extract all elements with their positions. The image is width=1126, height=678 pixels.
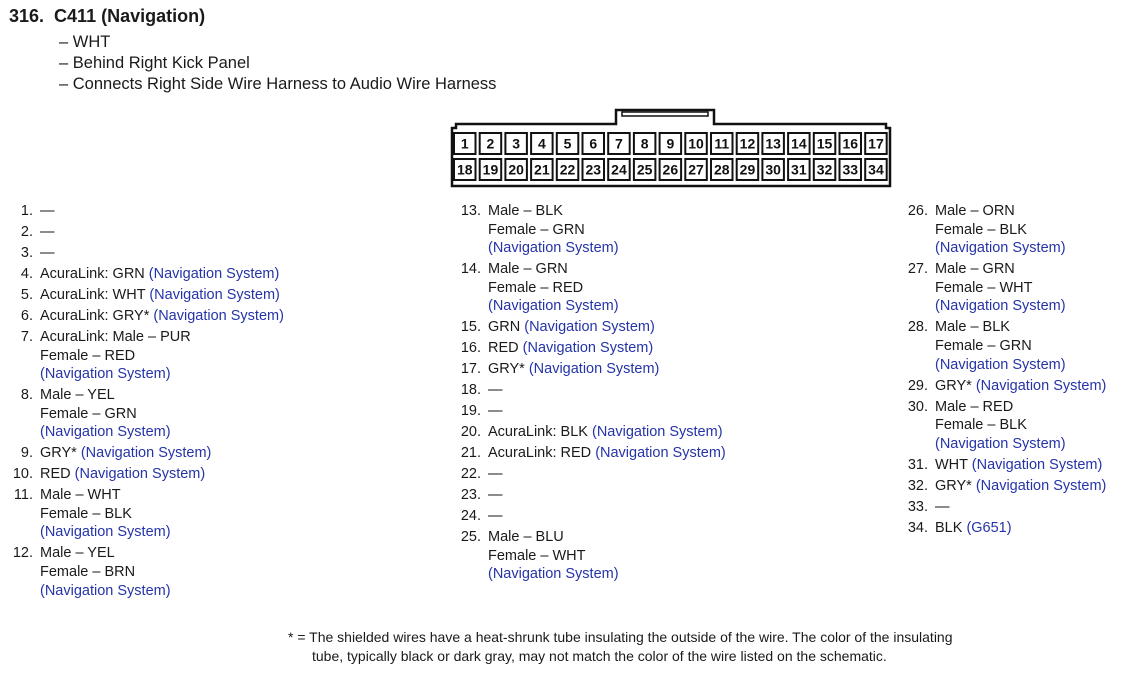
wire-description: — (488, 466, 503, 483)
system-reference-link[interactable]: (Navigation System) (149, 286, 280, 303)
connector-pin-label: 32 (816, 161, 833, 178)
wire-description: Female – BLK (935, 221, 1027, 238)
wire-description: Female – GRN (488, 221, 585, 238)
wire-description: RED (488, 340, 523, 357)
wire-description: Male – WHT (40, 487, 121, 504)
pin-list-column-2 (456, 202, 726, 586)
wire-description: GRY* (935, 377, 976, 394)
pin-entry (456, 507, 726, 526)
pin-entry (456, 202, 726, 258)
system-reference-link[interactable]: (Navigation System) (935, 356, 1066, 373)
system-reference-link[interactable]: (Navigation System) (935, 240, 1066, 257)
pin-number: 8. (20, 387, 33, 404)
pin-entry (456, 402, 726, 421)
connector-pin-label: 17 (868, 135, 884, 152)
connector-pin-label: 4 (537, 135, 546, 152)
pin-number: 16. (460, 340, 481, 357)
connector-pin-label: 15 (816, 135, 833, 152)
pin-line (40, 386, 284, 405)
system-reference-link[interactable]: (Navigation System) (40, 366, 171, 383)
pin-entry (456, 381, 726, 400)
connector-pin-label: 30 (765, 161, 781, 178)
pin-entry (8, 328, 284, 384)
pin-entry (8, 244, 284, 263)
connector-color: – WHT (59, 33, 111, 51)
pin-line (40, 563, 284, 582)
wire-description: — (488, 508, 503, 525)
pin-line (488, 221, 726, 240)
pin-line (40, 423, 284, 442)
pin-number: 11. (13, 487, 33, 504)
pin-line (488, 486, 726, 505)
pin-number: 14. (460, 261, 481, 278)
connector-location: – Behind Right Kick Panel (59, 54, 250, 72)
pin-line (488, 381, 726, 400)
pin-entry (8, 444, 284, 463)
connector-pin-label: 23 (585, 161, 602, 178)
pin-number: 7. (20, 328, 33, 345)
wire-description: AcuraLink: BLK (488, 424, 592, 441)
connector-pin-label: 29 (739, 161, 756, 178)
wire-description: Male – YEL (40, 387, 115, 404)
pin-number: 15. (460, 319, 481, 336)
pin-entry (903, 498, 1106, 517)
pin-line (40, 465, 284, 484)
pin-entry (8, 202, 284, 221)
pin-line (935, 477, 1106, 496)
connector-pin-label: 26 (662, 161, 679, 178)
connector-pin-label: 14 (791, 135, 807, 152)
pin-line (488, 565, 726, 584)
wire-description: Female – BRN (40, 563, 136, 580)
pin-line (40, 202, 284, 221)
connector-latch (622, 112, 708, 116)
pin-number: 1. (20, 203, 33, 219)
pin-entry (8, 465, 284, 484)
pin-entry (903, 477, 1106, 496)
pin-number: 3. (20, 244, 33, 261)
pin-line (488, 239, 726, 258)
wire-description: GRY* (935, 477, 976, 494)
pin-line (40, 244, 284, 263)
pin-entry (903, 377, 1106, 396)
connector-pin-label: 16 (842, 135, 859, 152)
connector-pin-label: 6 (589, 135, 598, 152)
pin-line (488, 260, 726, 279)
wire-description: Male – GRN (488, 261, 568, 278)
wire-description: Female – GRN (935, 337, 1032, 354)
pin-line (40, 486, 284, 505)
pin-number: 6. (20, 307, 33, 324)
pin-number: 17. (460, 361, 481, 378)
pin-line (935, 297, 1106, 316)
pin-entry (8, 544, 284, 600)
pin-number: 18. (460, 382, 481, 399)
pin-number: 23. (460, 487, 481, 504)
connector-pin-label: 1 (460, 135, 469, 152)
connector-pin-label: 20 (508, 161, 524, 178)
pin-line (935, 318, 1106, 337)
pin-line (40, 405, 284, 424)
pin-number: 27. (907, 261, 928, 278)
pin-line (488, 528, 726, 547)
wire-description: Female – BLK (935, 417, 1027, 434)
system-reference-link[interactable]: (Navigation System) (40, 424, 171, 441)
footnote-line-1: * = The shielded wires have a heat-shrunk tube insulating the outside of the wire. The color of the insulating (288, 629, 953, 645)
pin-line (935, 519, 1106, 538)
pin-line (40, 328, 284, 347)
pin-entry (903, 456, 1106, 475)
pin-line (935, 456, 1106, 475)
connector-pin-label: 11 (714, 135, 730, 152)
connector-pin-label: 24 (611, 161, 627, 178)
pin-number: 5. (20, 286, 33, 303)
pin-number: 24. (460, 508, 481, 525)
pin-line (40, 223, 284, 242)
pin-list-column-1 (8, 202, 284, 603)
pin-number: 19. (460, 403, 481, 420)
wire-description: AcuraLink: WHT (40, 286, 150, 303)
connector-pin-label: 7 (615, 135, 623, 152)
connector-name: C411 (Navigation) (54, 6, 206, 26)
pin-line (488, 507, 726, 526)
connector-pin-label: 34 (868, 161, 884, 178)
pin-number: 32. (907, 477, 928, 494)
pin-line (935, 435, 1106, 454)
shielded-wire-footnote (288, 628, 953, 666)
pin-line (935, 221, 1106, 240)
wire-description: AcuraLink: RED (488, 445, 596, 462)
connector-connects: – Connects Right Side Wire Harness to Audio Wire Harness (59, 75, 497, 93)
pin-line (935, 377, 1106, 396)
pin-entry (8, 286, 284, 305)
connector-pin-label: 28 (713, 161, 730, 178)
connector-pin-label: 10 (688, 135, 704, 152)
pin-line (40, 265, 284, 284)
connector-pin-label: 2 (486, 135, 495, 152)
pin-line (935, 356, 1106, 375)
wire-description: — (40, 223, 55, 240)
connector-pin-label: 13 (765, 135, 781, 152)
pin-line (488, 402, 726, 421)
pin-number: 33. (907, 498, 928, 515)
pin-line (40, 582, 284, 601)
wire-description: RED (40, 466, 75, 483)
wire-description: — (40, 203, 55, 219)
pin-number: 26. (907, 203, 928, 219)
pin-entry (8, 223, 284, 242)
connector-pin-label: 31 (791, 161, 807, 178)
pin-number: 20. (460, 424, 481, 441)
pin-line (935, 260, 1106, 279)
pin-entry (456, 486, 726, 505)
pin-entry (903, 260, 1106, 316)
wire-description: Male – YEL (40, 545, 115, 562)
system-reference-link[interactable]: (Navigation System) (488, 298, 619, 315)
pin-line (488, 360, 726, 379)
wire-description: Male – RED (935, 398, 1014, 415)
system-reference-link[interactable]: (Navigation System) (935, 435, 1066, 452)
system-reference-link[interactable]: (Navigation System) (40, 524, 171, 541)
pin-entry (456, 444, 726, 463)
pin-list-column-3 (903, 202, 1106, 540)
wire-description: Female – WHT (935, 279, 1033, 296)
wire-description: GRY* (488, 361, 529, 378)
connector-pin-label: 27 (688, 161, 704, 178)
pin-line (40, 286, 284, 305)
wire-description: AcuraLink: Male – PUR (40, 328, 191, 345)
system-reference-link[interactable]: (Navigation System) (591, 424, 723, 441)
system-reference-link[interactable]: (Navigation System) (148, 265, 280, 282)
pin-entry (456, 423, 726, 442)
system-reference-link[interactable]: (Navigation System) (74, 466, 206, 483)
pin-entry (456, 465, 726, 484)
connector-pin-label: 12 (739, 135, 756, 152)
connector-pin-label: 18 (456, 161, 473, 178)
wire-description: Female – RED (40, 347, 136, 364)
pin-line (40, 544, 284, 563)
connector-diagram (446, 108, 896, 188)
wire-description: Male – BLU (488, 529, 564, 546)
pin-line (935, 239, 1106, 258)
wire-description: — (40, 244, 55, 261)
connector-pin-label: 5 (563, 135, 572, 152)
pin-line (935, 498, 1106, 517)
pin-number: 31. (907, 456, 928, 473)
wire-description: — (935, 498, 950, 515)
pin-line (935, 398, 1106, 417)
system-reference-link[interactable]: (Navigation System) (40, 582, 171, 599)
pin-line (40, 505, 284, 524)
pin-number: 2. (20, 223, 33, 240)
pin-line (488, 465, 726, 484)
wire-description: WHT (935, 456, 972, 473)
wire-description: Male – BLK (488, 203, 563, 219)
connector-pin-label: 25 (636, 161, 653, 178)
wire-description: Female – RED (488, 279, 584, 296)
pin-entry (456, 339, 726, 358)
system-reference-link[interactable]: (Navigation System) (522, 340, 654, 357)
wire-description: AcuraLink: GRN (40, 265, 149, 282)
wire-description: — (488, 487, 503, 504)
connector-number: 316. (9, 6, 45, 26)
pin-entry (8, 486, 284, 542)
pin-line (935, 279, 1106, 298)
pin-line (488, 547, 726, 566)
connector-details (59, 32, 496, 95)
wire-description: BLK (935, 519, 967, 536)
pin-number: 10. (12, 466, 33, 483)
system-reference-link[interactable]: (Navigation System) (528, 361, 660, 378)
connector-pin-label: 9 (666, 135, 675, 152)
system-reference-link[interactable]: (Navigation System) (975, 377, 1107, 394)
pin-entry (8, 265, 284, 284)
pin-entry (903, 519, 1106, 538)
pin-number: 21. (460, 445, 481, 462)
wire-description: Male – GRN (935, 261, 1015, 278)
pin-line (40, 347, 284, 366)
pin-number: 12. (12, 545, 33, 562)
pin-line (488, 297, 726, 316)
pin-line (488, 279, 726, 298)
system-reference-link[interactable]: (Navigation System) (524, 319, 655, 336)
pin-number: 28. (907, 319, 928, 336)
pin-entry (903, 202, 1106, 258)
system-reference-link[interactable]: (Navigation System) (971, 456, 1103, 473)
wire-description: Male – ORN (935, 203, 1015, 219)
pin-line (935, 337, 1106, 356)
connector-pin-label: 21 (534, 161, 550, 178)
pin-entry (456, 318, 726, 337)
pin-number: 29. (907, 377, 928, 394)
pin-number: 34. (907, 519, 928, 536)
system-reference-link[interactable]: (Navigation System) (935, 298, 1066, 315)
pin-line (488, 423, 726, 442)
pin-entry (8, 307, 284, 326)
system-reference-link[interactable]: (Navigation System) (975, 477, 1107, 494)
pin-line (488, 339, 726, 358)
pin-line (488, 318, 726, 337)
wire-description: — (488, 403, 503, 420)
pin-line (935, 416, 1106, 435)
wire-description: Female – BLK (40, 505, 132, 522)
wire-description: Female – WHT (488, 547, 586, 564)
pin-entry (903, 398, 1106, 454)
wire-description: AcuraLink: GRY* (40, 307, 154, 324)
pin-line (40, 523, 284, 542)
connector-title (9, 6, 205, 27)
pin-number: 25. (460, 529, 481, 546)
pin-line (488, 444, 726, 463)
wire-description: Female – GRN (40, 405, 137, 422)
pin-line (40, 365, 284, 384)
pin-line (40, 307, 284, 326)
connector-pin-label: 3 (512, 135, 521, 152)
system-reference-link[interactable]: (Navigation System) (488, 240, 619, 257)
system-reference-link[interactable]: (Navigation System) (488, 566, 619, 583)
connector-pin-label: 19 (482, 161, 499, 178)
wire-description: GRN (488, 319, 525, 336)
pin-entry (456, 528, 726, 584)
pin-number: 4. (20, 265, 33, 282)
system-reference-link[interactable]: (Navigation System) (153, 307, 284, 324)
system-reference-link[interactable]: (Navigation System) (595, 445, 726, 462)
pin-number: 9. (20, 445, 33, 462)
pin-number: 30. (907, 398, 928, 415)
pin-line (40, 444, 284, 463)
system-reference-link[interactable]: (Navigation System) (80, 445, 212, 462)
system-reference-link[interactable]: (G651) (966, 519, 1012, 536)
pin-entry (456, 360, 726, 379)
pin-entry (456, 260, 726, 316)
pin-line (935, 202, 1106, 221)
footnote-line-2: tube, typically black or dark gray, may not match the color of the wire listed on the schematic. (312, 648, 887, 664)
connector-pin-label: 33 (842, 161, 859, 178)
connector-pin-label: 22 (559, 161, 576, 178)
wire-description: GRY* (40, 445, 81, 462)
pin-number: 13. (460, 203, 481, 219)
wire-description: Male – BLK (935, 319, 1010, 336)
pin-number: 22. (460, 466, 481, 483)
pin-line (488, 202, 726, 221)
wire-description: — (488, 382, 503, 399)
connector-pin-label: 8 (640, 135, 649, 152)
pin-entry (8, 386, 284, 442)
pin-entry (903, 318, 1106, 374)
